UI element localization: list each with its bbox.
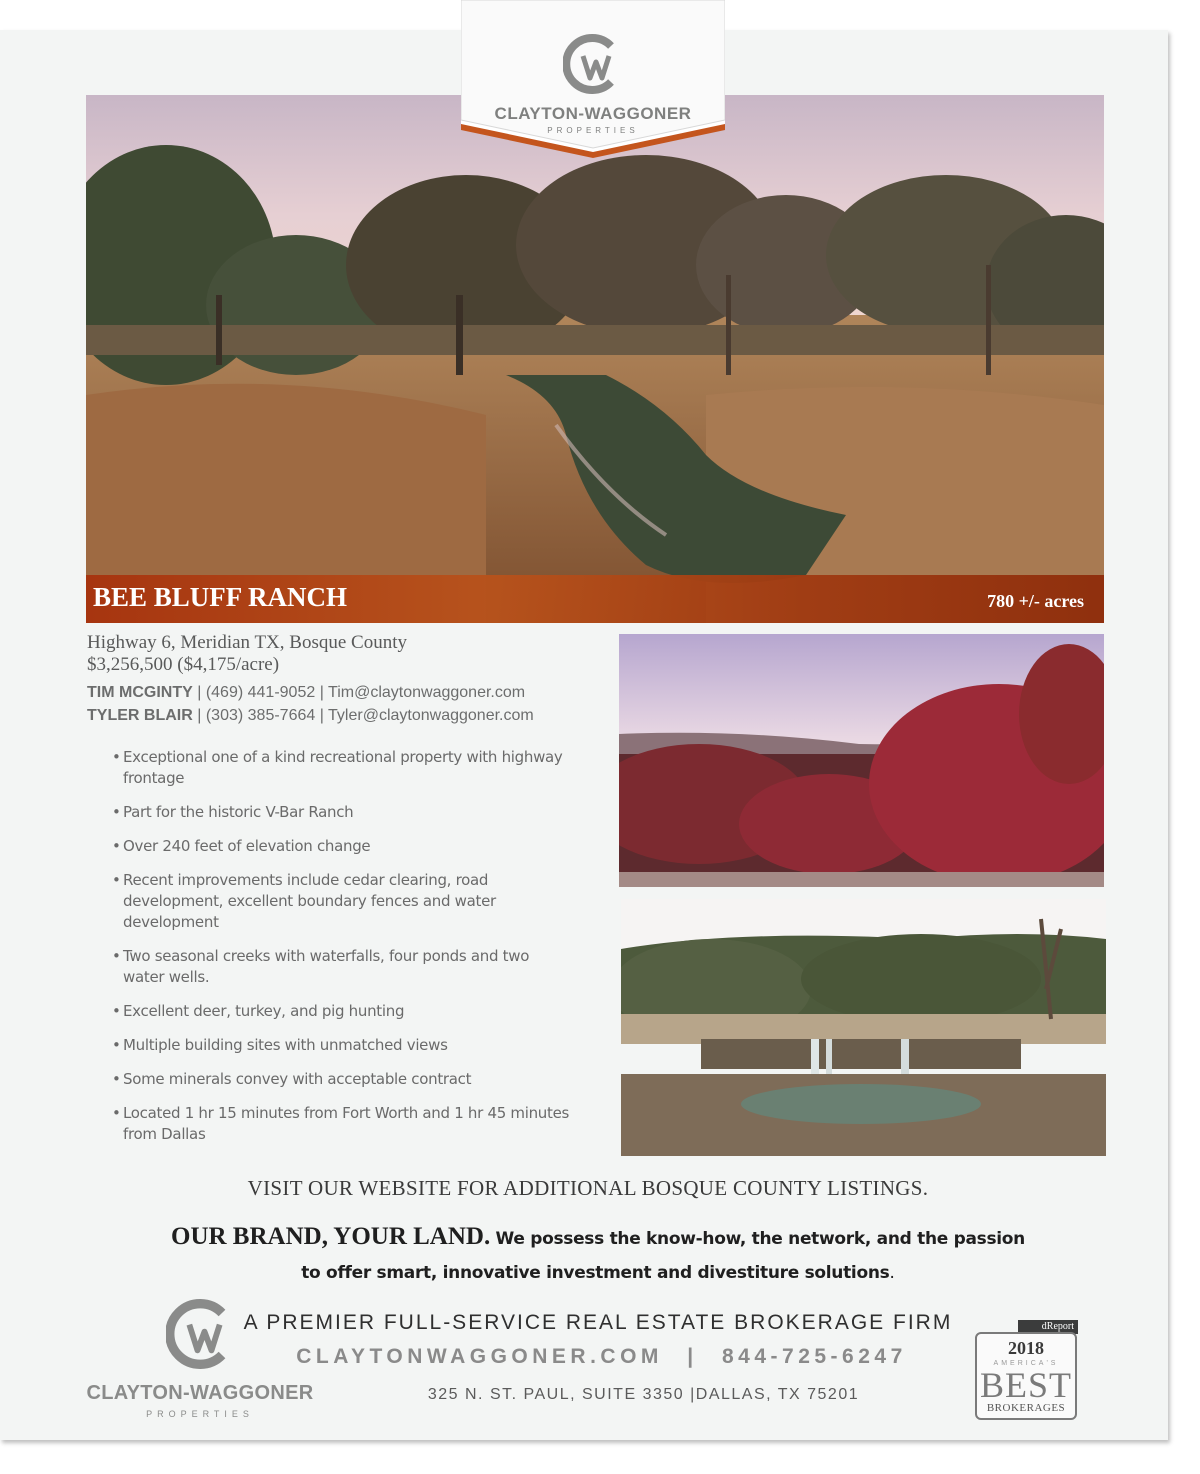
agent-line-2: TYLER BLAIR | (303) 385-7664 | Tyler@claytonwaggoner.com: [87, 707, 534, 724]
footer-logo: [66, 1296, 336, 1426]
contact-divider: |: [687, 1345, 698, 1368]
tagline-body-2: to offer smart, innovative investment and divestiture solutions: [301, 1263, 890, 1283]
agent-email[interactable]: Tim@claytonwaggoner.com: [328, 684, 526, 701]
photo-waterfall: [621, 899, 1106, 1156]
footer-brand-sub: PROPERTIES: [146, 1409, 254, 1419]
hero-photo-creek: [86, 95, 1104, 623]
visit-website-note: VISIT OUR WEBSITE FOR ADDITIONAL BOSQUE COUNTY LISTINGS.: [247, 1176, 929, 1200]
feature-list: [112, 747, 572, 1158]
agent-phone[interactable]: (469) 441-9052: [205, 684, 316, 701]
listing-title: BEE BLUFF RANCH: [93, 582, 348, 612]
feature-item: • Over 240 feet of elevation change: [112, 836, 572, 857]
listing-address: Highway 6, Meridian TX, Bosque County: [87, 632, 407, 653]
award-year: 2018: [1008, 1338, 1044, 1358]
award-label: BROKERAGES: [986, 1402, 1066, 1414]
photo-hillside-view: [619, 634, 1104, 887]
agent-name: TYLER BLAIR: [87, 707, 193, 724]
cw-monogram-icon: [563, 32, 623, 96]
award-best: BEST: [979, 1365, 1072, 1405]
feature-item: • Two seasonal creeks with waterfalls, four ponds and two water wells.: [112, 946, 572, 988]
agent-email[interactable]: Tyler@claytonwaggoner.com: [328, 707, 534, 724]
feature-item: • Recent improvements include cedar clearing, road development, excellent boundary fences and water development: [112, 870, 572, 933]
tagline-end: .: [889, 1262, 895, 1283]
feature-item: • Excellent deer, turkey, and pig hunting: [112, 1001, 572, 1022]
website-link[interactable]: CLAYTONWAGGONER.COM: [296, 1345, 663, 1368]
cw-monogram-icon: [166, 1296, 236, 1372]
award-line: AMERICA'S: [993, 1360, 1059, 1367]
award-source-tag: dReport: [1018, 1320, 1078, 1334]
premier-statement: A PREMIER FULL-SERVICE REAL ESTATE BROKERAGE FIRM: [243, 1311, 953, 1334]
office-address: 325 N. ST. PAUL, SUITE 3350 |DALLAS, TX 75201: [427, 1386, 860, 1403]
award-badge: [975, 1320, 1079, 1422]
header-brand-sub: PROPERTIES: [547, 126, 639, 135]
agent-line-1: TIM MCGINTY | (469) 441-9052 | Tim@claytonwaggoner.com: [87, 684, 526, 701]
agent-name: TIM MCGINTY: [87, 684, 193, 701]
tagline-body-1: We possess the know-how, the network, and the passion: [495, 1229, 1025, 1249]
feature-item: • Located 1 hr 15 minutes from Fort Worth and 1 hr 45 minutes from Dallas: [112, 1103, 572, 1145]
agent-phone[interactable]: (303) 385-7664: [205, 707, 316, 724]
header-logo-banner: [461, 0, 725, 160]
feature-item: • Exceptional one of a kind recreational property with highway frontage: [112, 747, 572, 789]
footer-brand-name: CLAYTON-WAGGONER: [86, 1382, 314, 1404]
tagline-headline: OUR BRAND, YOUR LAND.: [171, 1223, 491, 1250]
listing-price: $3,256,500 ($4,175/acre): [87, 654, 280, 675]
company-phone[interactable]: 844-725-6247: [721, 1345, 907, 1368]
feature-item: • Multiple building sites with unmatched views: [112, 1035, 572, 1056]
award-card: [975, 1332, 1077, 1420]
tagline: [0, 1220, 1196, 1290]
feature-item: • Some minerals convey with acceptable contract: [112, 1069, 572, 1090]
listing-acres: 780 +/- acres: [987, 591, 1084, 611]
header-brand-name: CLAYTON-WAGGONER: [494, 104, 692, 123]
feature-item: • Part for the historic V-Bar Ranch: [112, 802, 572, 823]
